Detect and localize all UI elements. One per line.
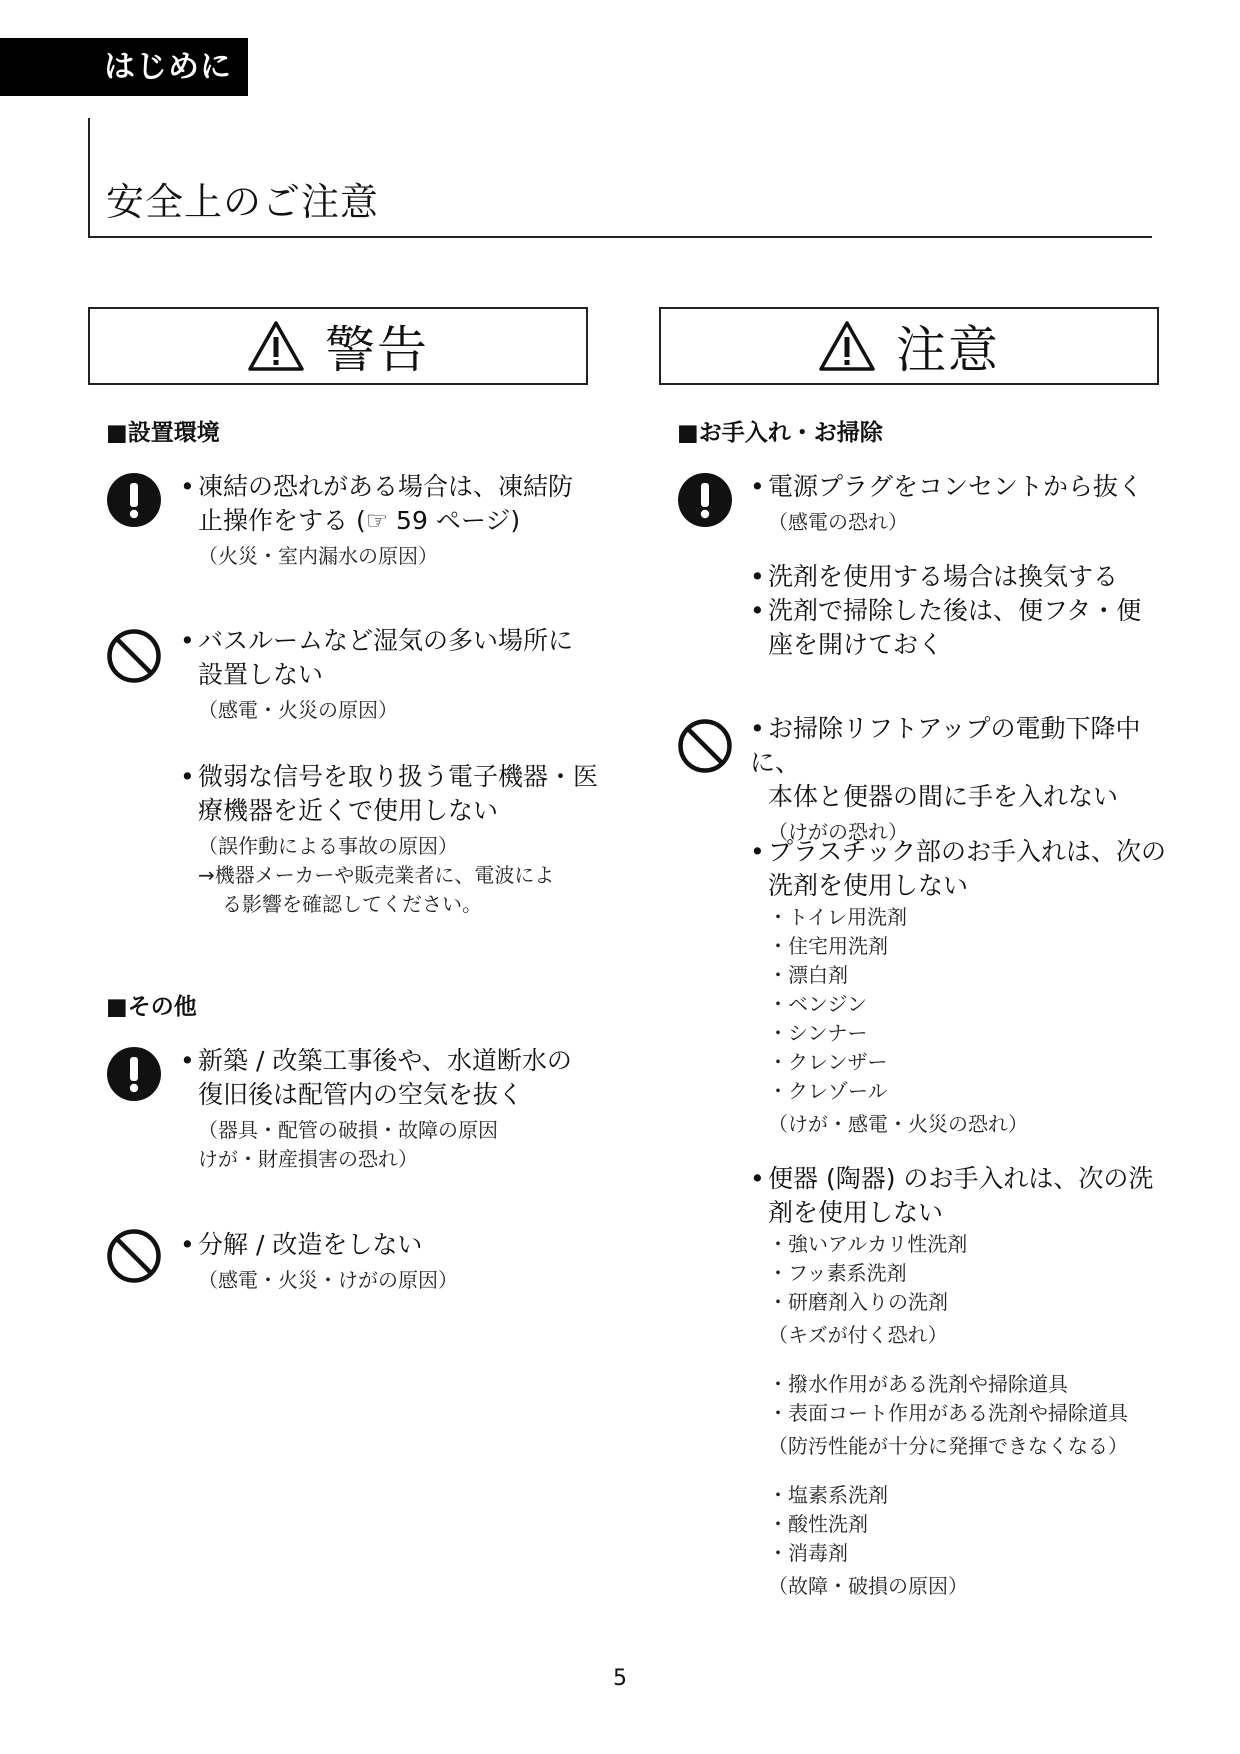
prohibition-icon xyxy=(106,628,162,684)
mandatory-icon xyxy=(106,1046,162,1102)
page-number: 5 xyxy=(613,1666,627,1691)
list-item: • 便器 (陶器) のお手入れは、次の洗 剤を使用しない ・強いアルカリ性洗剤 ・フッ素系洗剤 ・研磨剤入りの洗剤 （キズが付く恐れ） ・撥水作用がある洗剤や掃除道具 ・表面コート作用がある洗剤や掃除道具 （防汚性能が十分に発揮できなくなる） ・塩素系洗剤 ・酸性洗剤 ・消毒剤 （故障・破損の原因） xyxy=(750,1164,1154,1598)
mandatory-icon xyxy=(677,472,733,528)
list-item: • 凍結の恐れがある場合は、凍結防 止操作をする (☞ 59 ページ) （火災・室内漏水の原因） xyxy=(180,472,574,568)
list-item: • 微弱な信号を取り扱う電子機器・医 療機器を近くで使用しない （誤作動による事故の原因） →機器メーカーや販売業者に、電波によ る影響を確認してください。 xyxy=(180,762,599,916)
page-title: 安全上のご注意 xyxy=(106,180,380,224)
title-rule-vertical xyxy=(88,118,90,238)
warning-triangle-icon xyxy=(247,320,305,372)
list-item: • バスルームなど湿気の多い場所に 設置しない （感電・火災の原因） xyxy=(180,626,574,722)
caution-box xyxy=(659,307,1159,385)
section-heading: ■お手入れ・お掃除 xyxy=(677,420,883,446)
section-tab: はじめに xyxy=(0,38,248,96)
mandatory-icon xyxy=(106,472,162,528)
section-heading: ■設置環境 xyxy=(106,420,220,446)
list-item: • お掃除リフトアップの電動下降中に、 本体と便器の間に手を入れない （けがの恐れ） xyxy=(750,714,1141,844)
title-rule-horizontal xyxy=(88,236,1152,238)
list-item: • プラスチック部のお手入れは、次の 洗剤を使用しない ・トイレ用洗剤 ・住宅用洗剤 ・漂白剤 ・ベンジン ・シンナー ・クレンザー ・クレゾール （けが・感電・火災の恐れ） xyxy=(750,837,1167,1136)
list-item: • 新築 / 改築工事後や、水道断水の 復旧後は配管内の空気を抜く （器具・配管の破損・故障の原因 けが・財産損害の恐れ） xyxy=(180,1046,572,1171)
warning-label: 警告 xyxy=(325,321,429,379)
caution-label: 注意 xyxy=(896,321,1000,379)
list-item: • 洗剤を使用する場合は換気する • 洗剤で掃除した後は、便フタ・便 座を開けておく xyxy=(750,562,1142,659)
list-item: • 電源プラグをコンセントから抜く （感電の恐れ） xyxy=(750,472,1144,534)
section-heading: ■その他 xyxy=(106,994,197,1020)
warning-triangle-icon xyxy=(818,320,876,372)
prohibition-icon xyxy=(106,1228,162,1284)
list-item: • 分解 / 改造をしない （感電・火災・けがの原因） xyxy=(180,1230,458,1292)
warning-box xyxy=(88,307,588,385)
prohibition-icon xyxy=(677,718,733,774)
